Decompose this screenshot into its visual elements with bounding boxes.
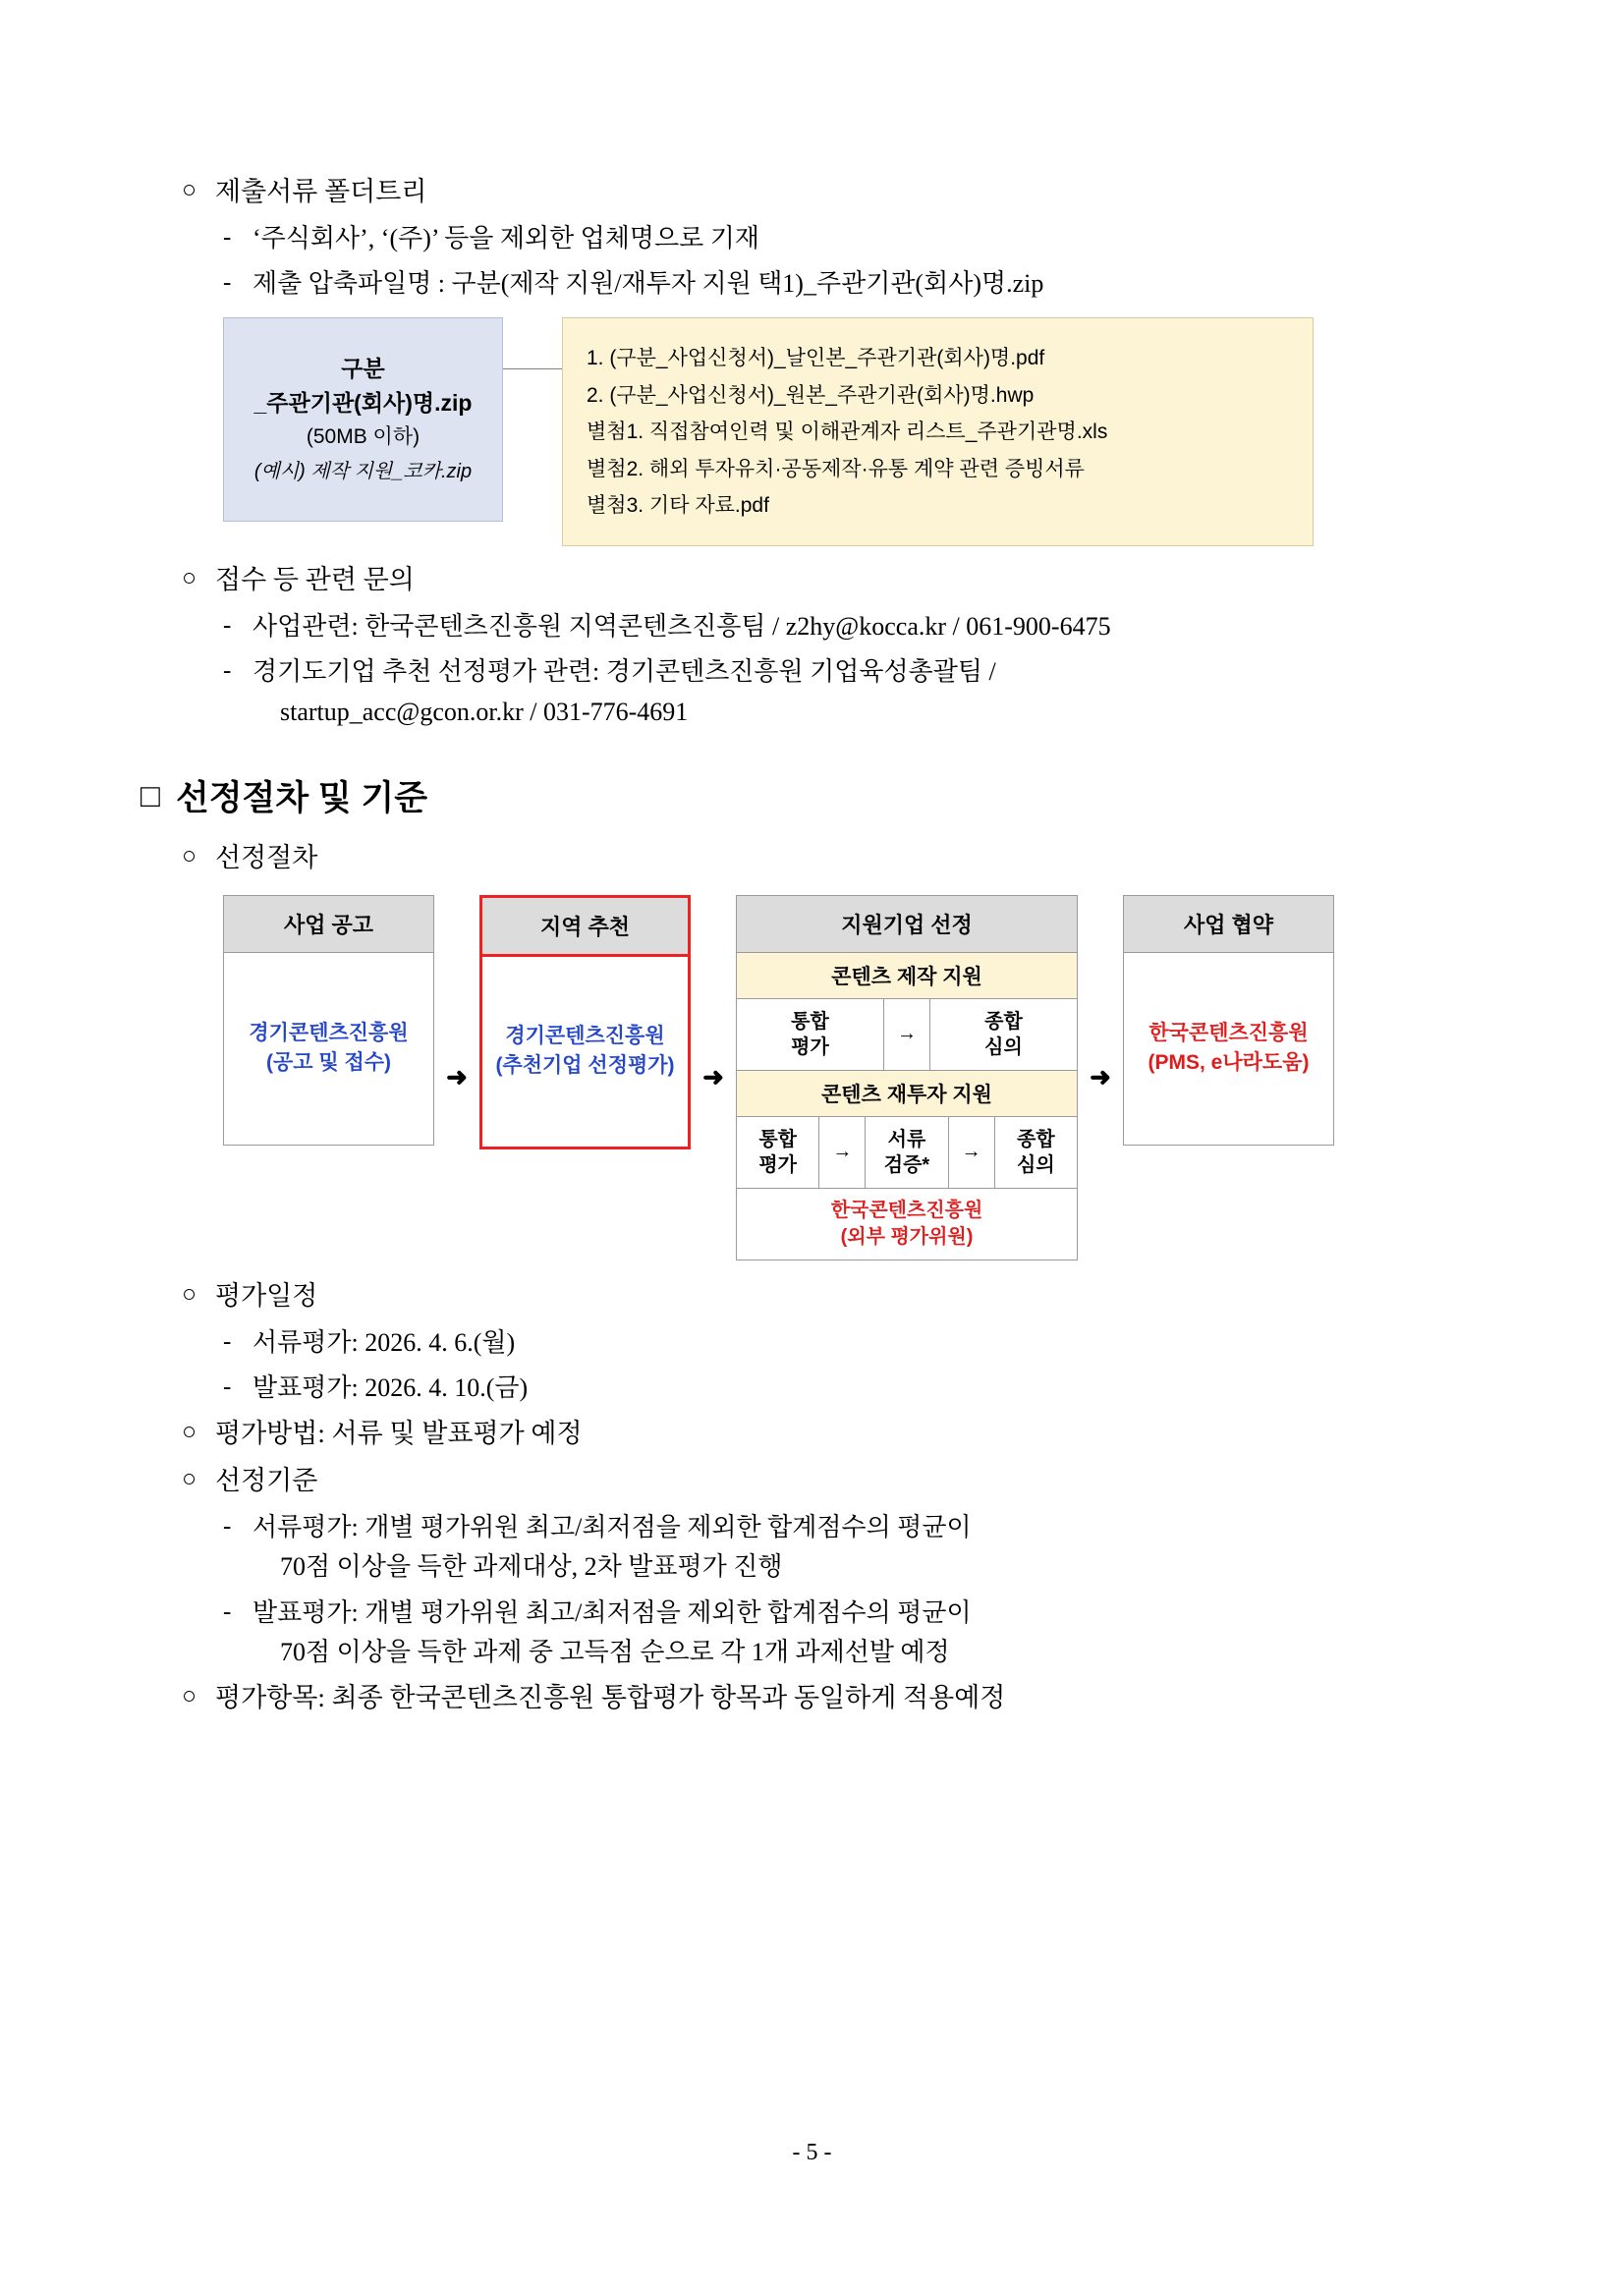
criteria-item-2 <box>252 1594 1459 1673</box>
tree-file-2: 2. (구분_사업신청서)_원본_주관기관(회사)명.hwp <box>587 383 1035 407</box>
production-step-2 <box>930 999 1077 1070</box>
criteria-item-2-row <box>223 1594 1459 1673</box>
dash-bullet-icon: - <box>223 269 232 297</box>
flow-arrow-1-icon: ➜ <box>446 1062 468 1092</box>
tree-file-4: 별첨2. 해외 투자유치·공동제작·유통 계약 관련 증빙서류 <box>587 457 1085 480</box>
contact-item-2: 경기도기업 추천 선정평가 관련: 경기콘텐츠진흥원 기업육성총괄팀 / <box>252 657 996 687</box>
section-heading <box>140 771 1459 820</box>
schedule-item-2-row <box>223 1369 1459 1408</box>
production-step-1 <box>737 999 883 1070</box>
dash-bullet-icon: - <box>223 1513 232 1540</box>
production-step-arrow-icon: → <box>897 1023 917 1045</box>
dash-bullet-icon: - <box>223 657 232 685</box>
contact-item-2-continued: startup_acc@gcon.or.kr / 031-776-4691 <box>280 697 689 726</box>
flow-step-notice <box>223 895 434 1260</box>
criteria-heading-row <box>182 1461 1459 1502</box>
submission-heading-row <box>182 172 1459 213</box>
region-body-line-2: (추천기업 선정평가) <box>495 1054 675 1078</box>
process-heading: 선정절차 <box>215 843 318 873</box>
schedule-heading-row <box>182 1276 1459 1317</box>
selection-footer-line-2: (외부 평가위원) <box>840 1225 974 1248</box>
reinvest-step-arrow-1-icon: → <box>832 1141 853 1163</box>
zip-line-1: 구분 <box>341 356 385 382</box>
agreement-head: 사업 협약 <box>1123 895 1334 953</box>
submission-item-1: ‘주식회사’, ‘(주)’ 등을 제외한 업체명으로 기재 <box>252 223 759 252</box>
dash-bullet-icon: - <box>223 1327 232 1355</box>
schedule-item-2: 발표평가: 2026. 4. 10.(금) <box>252 1373 529 1403</box>
selection-reinvest-steps <box>736 1117 1078 1189</box>
selection-footer-line-1: 한국콘텐츠진흥원 <box>830 1199 983 1221</box>
submission-heading: 제출서류 폴더트리 <box>215 177 427 206</box>
schedule-heading: 평가일정 <box>215 1280 318 1311</box>
agreement-body <box>1123 953 1334 1146</box>
page-number: - 5 - <box>792 2140 832 2165</box>
reinvest-step-2-line-1: 서류 <box>887 1128 926 1150</box>
criteria-item-1-line-2: 70점 이상을 득한 과제대상, 2차 발표평가 진행 <box>280 1552 783 1582</box>
eval-items-heading-row <box>182 1678 1459 1719</box>
tree-file-3: 별첨1. 직접참여인력 및 이해관계자 리스트_주관기관명.xls <box>587 420 1108 444</box>
circle-bullet-icon: ○ <box>182 843 197 870</box>
criteria-item-2-line-1: 발표평가: 개별 평가위원 최고/최저점을 제외한 합계점수의 평균이 <box>252 1597 972 1627</box>
contact-item-1: 사업관련: 한국콘텐츠진흥원 지역콘텐츠진흥팀 / z2hy@kocca.kr / 061-900-6475 <box>252 612 1111 642</box>
contact-heading-row <box>182 560 1459 601</box>
dash-bullet-icon: - <box>223 612 232 640</box>
reinvest-step-arrow-2-icon: → <box>961 1141 981 1163</box>
reinvest-step-1 <box>737 1117 818 1188</box>
circle-bullet-icon: ○ <box>182 1466 197 1493</box>
contact-heading: 접수 등 관련 문의 <box>215 565 415 595</box>
selection-sub-reinvest: 콘텐츠 재투자 지원 <box>736 1071 1078 1117</box>
page-content <box>140 172 1459 1719</box>
selection-process-flow-diagram <box>223 895 1372 1260</box>
notice-body-line-1: 경기콘텐츠진흥원 <box>249 1021 409 1044</box>
criteria-item-1-line-1: 서류평가: 개별 평가위원 최고/최저점을 제외한 합계점수의 평균이 <box>252 1513 972 1542</box>
criteria-item-2-line-2: 70점 이상을 득한 과제 중 고득점 순으로 각 1개 과제선발 예정 <box>280 1637 950 1666</box>
reinvest-step-3-line-2: 심의 <box>1017 1153 1055 1176</box>
flow-arrow-2-icon: ➜ <box>702 1062 724 1092</box>
eval-items-heading: 평가항목: 최종 한국콘텐츠진흥원 통합평가 항목과 동일하게 적용예정 <box>215 1683 1006 1713</box>
production-step-1-line-2: 평가 <box>791 1036 829 1058</box>
flow-arrow-3-icon: ➜ <box>1090 1062 1111 1092</box>
selection-head: 지원기업 선정 <box>736 895 1078 953</box>
agreement-body-line-1: 한국콘텐츠진흥원 <box>1148 1021 1309 1044</box>
flow-step-region <box>479 895 691 1260</box>
flow-step-agreement <box>1123 895 1334 1260</box>
process-heading-row <box>182 838 1459 879</box>
selection-sub-production: 콘텐츠 제작 지원 <box>736 953 1078 999</box>
schedule-item-1-row <box>223 1323 1459 1363</box>
notice-body <box>223 953 434 1146</box>
reinvest-step-2 <box>866 1117 947 1188</box>
dash-bullet-icon: - <box>223 223 232 251</box>
tree-file-5: 별첨3. 기타 자료.pdf <box>587 493 769 517</box>
circle-bullet-icon: ○ <box>182 177 197 203</box>
dash-bullet-icon: - <box>223 1597 232 1625</box>
region-body-line-1: 경기콘텐츠진흥원 <box>505 1024 665 1047</box>
square-bullet-icon: □ <box>140 777 160 814</box>
region-head: 지역 추천 <box>479 895 691 957</box>
circle-bullet-icon: ○ <box>182 1683 197 1710</box>
tree-file-1: 1. (구분_사업신청서)_날인본_주관기관(회사)명.pdf <box>587 347 1045 370</box>
folder-tree-contents-box <box>562 317 1314 546</box>
reinvest-step-3-line-1: 종합 <box>1017 1128 1055 1150</box>
selection-production-steps <box>736 999 1078 1071</box>
reinvest-step-1-line-1: 통합 <box>758 1128 797 1150</box>
reinvest-step-3 <box>995 1117 1077 1188</box>
circle-bullet-icon: ○ <box>182 1280 197 1308</box>
folder-tree-zip-box <box>223 317 503 522</box>
notice-head: 사업 공고 <box>223 895 434 953</box>
method-heading: 평가방법: 서류 및 발표평가 예정 <box>215 1419 583 1449</box>
schedule-item-1: 서류평가: 2026. 4. 6.(월) <box>252 1327 516 1357</box>
reinvest-step-2-line-2: 검증* <box>883 1153 930 1176</box>
tree-connector-line <box>503 317 562 546</box>
reinvest-step-1-line-2: 평가 <box>758 1153 797 1176</box>
production-step-2-line-2: 심의 <box>984 1036 1023 1058</box>
selection-footer <box>736 1189 1078 1260</box>
criteria-item-1 <box>252 1508 1459 1588</box>
circle-bullet-icon: ○ <box>182 565 197 592</box>
contact-item-2-cont-row <box>223 693 1459 732</box>
production-step-1-line-1: 통합 <box>791 1010 829 1033</box>
notice-body-line-2: (공고 및 접수) <box>265 1051 392 1075</box>
folder-tree-diagram <box>223 317 1314 546</box>
agreement-body-line-2: (PMS, e나라도움) <box>1148 1051 1310 1075</box>
region-body <box>479 957 691 1149</box>
criteria-heading: 선정기준 <box>215 1466 318 1496</box>
submission-item-1-row <box>223 219 1459 258</box>
zip-line-4: (예시) 제작 지원_코카.zip <box>253 460 473 482</box>
contact-item-1-row <box>223 607 1459 646</box>
section-title: 선정절차 및 기준 <box>175 779 428 818</box>
circle-bullet-icon: ○ <box>182 1419 197 1446</box>
zip-line-3: (50MB 이하) <box>306 425 420 449</box>
flow-step-selection <box>736 895 1078 1260</box>
method-heading-row <box>182 1414 1459 1455</box>
contact-item-2-row <box>223 652 1459 692</box>
zip-line-2: _주관기관(회사)명.zip <box>253 389 473 416</box>
dash-bullet-icon: - <box>223 1373 232 1401</box>
submission-item-2: 제출 압축파일명 : 구분(제작 지원/재투자 지원 택1)_주관기관(회사)명.zip <box>252 269 1044 299</box>
criteria-item-1-row <box>223 1508 1459 1588</box>
submission-item-2-row <box>223 264 1459 304</box>
production-step-2-line-1: 종합 <box>984 1010 1023 1033</box>
